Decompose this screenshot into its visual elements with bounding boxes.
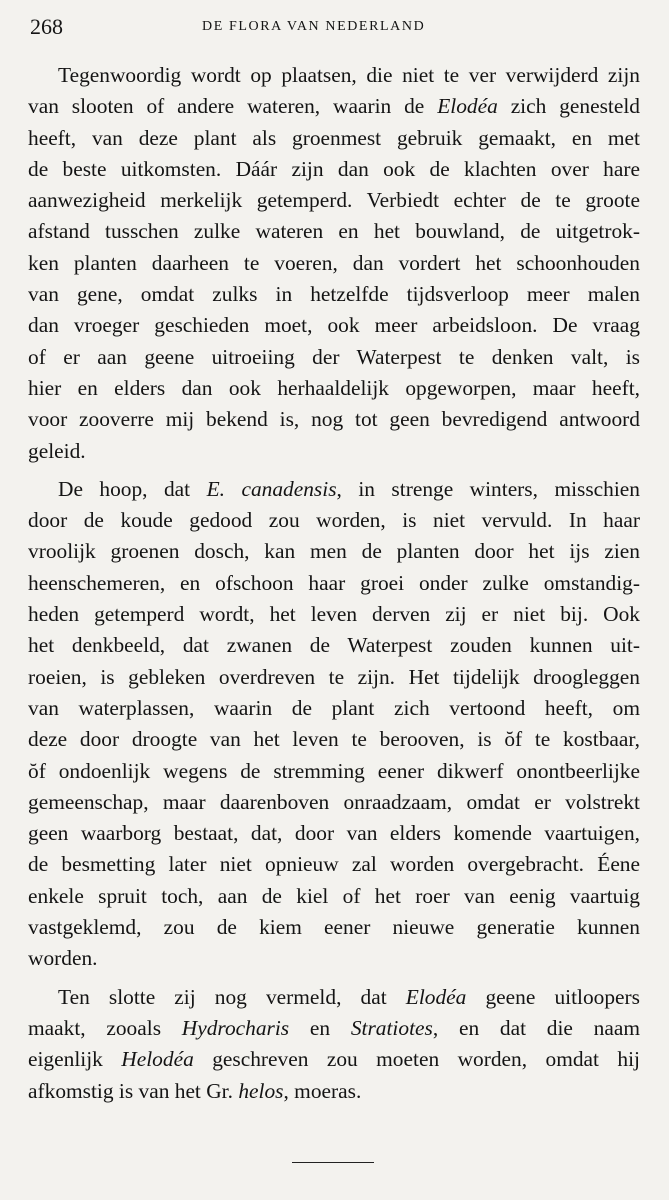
text-run: van slooten of andere wateren, waarin de	[28, 94, 438, 119]
italic-text: helos	[238, 1078, 284, 1103]
text-run: geschreven zou moeten worden, omdat hij	[193, 1047, 640, 1072]
text-run: voor zooverre mij bekend is, nog tot geen bevredigend antwoord	[28, 407, 640, 432]
text-line	[28, 724, 640, 755]
running-head: DE FLORA VAN NEDERLAND	[202, 19, 426, 34]
text-line	[28, 123, 640, 154]
page-header	[30, 14, 641, 44]
text-line	[28, 436, 640, 467]
text-line	[28, 568, 640, 599]
text-run: vastgeklemd, zou de kiem eener nieuwe generatie kunnen	[28, 915, 640, 940]
page-number: 268	[30, 14, 63, 39]
text-line	[28, 91, 640, 122]
text-run: Ten slotte zij nog vermeld, dat	[58, 984, 406, 1009]
text-run: afstand tusschen zulke wateren en het bouwland, de uitgetrok-	[28, 219, 640, 244]
italic-text: Helodéa	[121, 1047, 194, 1072]
text-line	[28, 818, 640, 849]
text-line	[28, 630, 640, 661]
text-run: aanwezigheid merkelijk getemperd. Verbiedt echter de te groote	[28, 188, 640, 213]
text-line	[28, 1044, 640, 1075]
text-line	[28, 1076, 640, 1107]
text-run: enkele spruit toch, aan de kiel of het roer van eenig vaartuig	[28, 883, 640, 908]
text-line	[28, 943, 640, 974]
text-line	[28, 474, 640, 505]
text-run: van gene, omdat zulks in hetzelfde tijdsverloop meer malen	[28, 282, 640, 307]
text-line	[28, 756, 640, 787]
text-line	[28, 60, 640, 91]
text-line	[28, 599, 640, 630]
paragraph-gap	[28, 975, 640, 982]
text-line	[28, 505, 640, 536]
text-run: roeien, is gebleken overdreven te zijn. Het tijdelijk drooglеggen	[28, 664, 640, 689]
text-run: het denkbeeld, dat zwanen de Waterpest zouden kunnen uit-	[28, 633, 640, 658]
text-line	[28, 536, 640, 567]
text-line	[28, 912, 640, 943]
text-line	[28, 787, 640, 818]
text-run: heeft, van deze plant als groenmest gebruik gemaakt, en met	[28, 125, 640, 150]
text-run: afkomstig is van het Gr.	[28, 1078, 239, 1103]
italic-text: Elodéa	[437, 94, 498, 119]
italic-text: Elodéa	[405, 984, 467, 1009]
text-line	[28, 1013, 640, 1044]
text-line	[28, 404, 640, 435]
text-run: geene uitloopers	[466, 984, 640, 1009]
text-run: heenschemeren, en ofschoon haar groei onder zulke omstandig-	[28, 570, 640, 595]
italic-text: E. canadensis	[206, 476, 337, 501]
italic-text: Hydrocharis	[181, 1015, 290, 1040]
text-run: deze door droogte van het leven te berooven, is ŏf te kostbaar,	[28, 727, 640, 752]
paragraph	[28, 474, 640, 975]
text-run: maakt, zooals	[28, 1015, 182, 1040]
text-run: eigenlijk	[28, 1047, 122, 1072]
text-line	[28, 342, 640, 373]
text-run: , en dat die naam	[432, 1015, 640, 1040]
text-line	[28, 373, 640, 404]
text-run: hier en elders dan ook herhaaldelijk opgeworpen, maar heeft,	[28, 375, 640, 400]
paragraph	[28, 60, 640, 467]
text-run: worden.	[28, 946, 98, 971]
paragraph-gap	[28, 467, 640, 474]
text-run: heden getemperd wordt, het leven derven zij er niet bij. Ook	[28, 602, 640, 627]
italic-text: Stratiotes	[350, 1015, 433, 1040]
text-run: door de koude gedood zou worden, is niet vervuld. In haar	[28, 508, 640, 533]
text-run: vroolijk groenen dosch, kan men de planten door het ijs zien	[28, 539, 640, 564]
text-line	[28, 154, 640, 185]
text-run: zich genesteld	[497, 94, 640, 119]
text-run: Tegenwoordig wordt op plaatsen, die niet te ver verwijderd zijn	[58, 63, 640, 87]
text-line	[28, 185, 640, 216]
text-run: , moeras.	[283, 1078, 362, 1103]
text-line	[28, 248, 640, 279]
text-run: ken planten daarheen te voeren, dan vordert het schoonhouden	[28, 250, 640, 275]
text-line	[28, 279, 640, 310]
text-line	[28, 881, 640, 912]
text-run: geleid.	[28, 438, 86, 463]
text-run: of er aan geene uitroeiing der Waterpest te denken valt, is	[28, 344, 640, 369]
text-run: van waterplassen, waarin de plant zich vertoond heeft, om	[28, 695, 640, 720]
text-run: ŏf ondoenlijk wegens de stremming eener dikwerf onontbeerlijke	[28, 758, 640, 783]
text-line	[28, 982, 640, 1013]
text-run: gemeenschap, maar daarenboven onraadzaam, omdat er volstrekt	[28, 789, 640, 814]
text-run: , in strenge winters, misschien	[336, 476, 640, 501]
text-run: geen waarborg bestaat, dat, door van elders komende vaartuigen,	[28, 821, 640, 846]
text-line	[28, 849, 640, 880]
text-line	[28, 662, 640, 693]
text-line	[28, 693, 640, 724]
body-text	[28, 60, 640, 1107]
text-run: dan vroeger geschieden moet, ook meer arbeidsloon. De vraag	[28, 313, 640, 338]
end-rule	[292, 1162, 374, 1163]
text-run: de beste uitkomsten. Dáár zijn dan ook de klachten over hare	[28, 156, 640, 181]
text-run: en	[289, 1015, 351, 1040]
text-run: De hoop, dat	[58, 476, 207, 501]
text-run: de besmetting later niet opnieuw zal worden overgebracht. Éene	[28, 852, 640, 877]
text-line	[28, 310, 640, 341]
paragraph	[28, 982, 640, 1107]
text-line	[28, 216, 640, 247]
